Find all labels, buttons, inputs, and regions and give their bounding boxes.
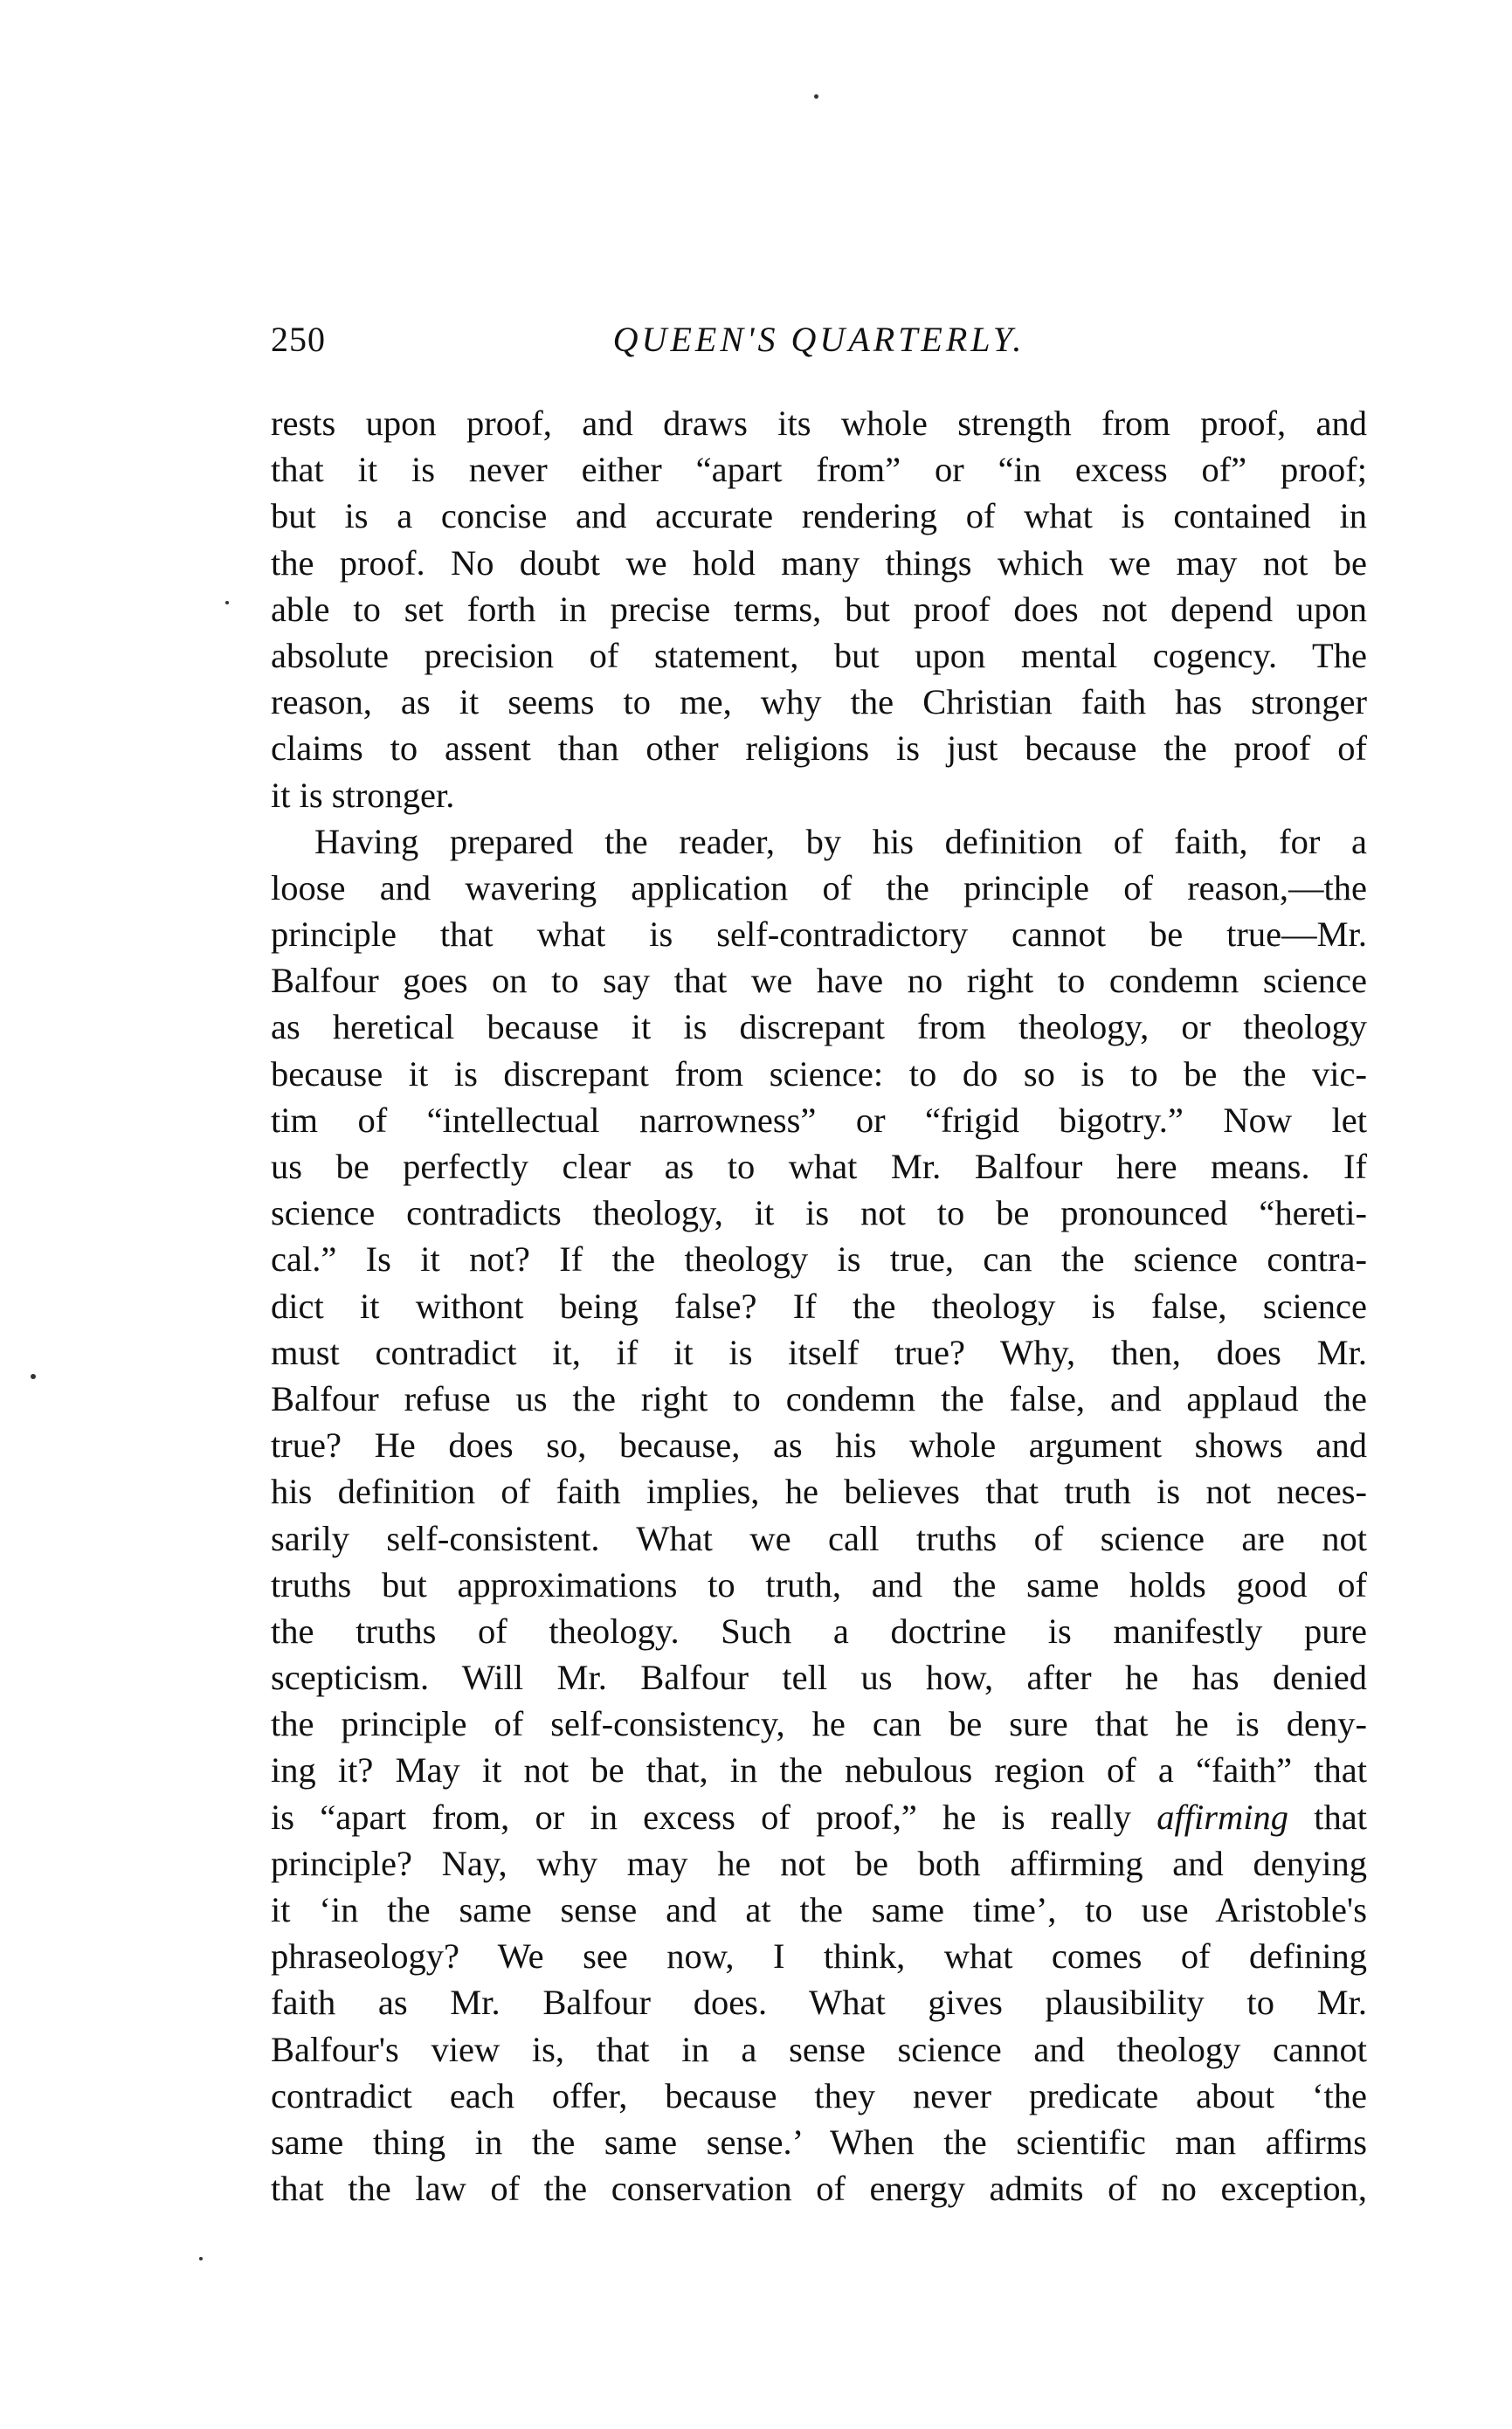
text-line: true? He does so, because, as his whole argument shows and (271, 1425, 1367, 1466)
text-line: must contradict it, if it is itself true? Why, then, does Mr. (271, 1332, 1367, 1372)
text-line: the proof. No doubt we hold many things which we may not be (271, 542, 1367, 583)
paragraph-end-line: it is stronger. (271, 775, 455, 815)
text-line: scepticism. Will Mr. Balfour tell us how, after he has denied (271, 1658, 1367, 1698)
text-line: cal.” Is it not? If the theology is true, can the science contra- (271, 1239, 1367, 1280)
text-line: Balfour goes on to say that we have no right to condemn science (271, 961, 1367, 1001)
text-line: us be perfectly clear as to what Mr. Balfour here means. If (271, 1147, 1367, 1186)
text-line: that it is never either “apart from” or “in excess of” proof; (271, 450, 1367, 490)
paper-speck (225, 601, 229, 604)
paper-speck (31, 1374, 36, 1379)
text-line: claims to assent than other religions is just because the proof of (271, 728, 1367, 769)
page-number: 250 (271, 320, 326, 359)
text-line: truths but approximations to truth, and the same holds good of (271, 1564, 1367, 1604)
text-line: that the law of the conservation of energy admits of no exception, (271, 2169, 1367, 2209)
text-line: his definition of faith implies, he believes that truth is not neces- (271, 1472, 1367, 1512)
italic-word: affirming (1156, 1797, 1289, 1837)
text-line: contradict each offer, because they never predicate about ‘the (271, 2075, 1367, 2115)
text-line: principle that what is self-contradictory cannot be true—Mr. (271, 914, 1367, 955)
text-line: science contradicts theology, it is not to be pronounced “hereti- (271, 1193, 1367, 1233)
text-line: but is a concise and accurate rendering of what is contained in (271, 496, 1367, 536)
text-line: the truths of theology. Such a doctrine is manifestly pure (271, 1611, 1367, 1651)
text-line: sarily self-consistent. What we call truths of science are not (271, 1518, 1367, 1558)
text-line: because it is discrepant from science: to do so is to be the vic- (271, 1053, 1367, 1094)
page-header (271, 319, 1367, 371)
running-title: QUEEN'S QUARTERLY. (612, 320, 1025, 359)
text-line: as heretical because it is discrepant from theology, or theology (271, 1007, 1367, 1047)
text-segment: is “apart from, or in excess of proof,” he is really (271, 1797, 1132, 1837)
text-line: Balfour refuse us the right to condemn the false, and applaud the (271, 1378, 1367, 1418)
text-line: dict it withont being false? If the theology is false, science (271, 1286, 1367, 1326)
body-text (271, 400, 1367, 2212)
text-line: principle? Nay, why may he not be both affirming and denying (271, 1843, 1367, 1883)
text-line: tim of “intellectual narrowness” or “frigid bigotry.” Now let (271, 1100, 1367, 1140)
text-segment: that (1314, 1797, 1368, 1837)
text-line: same thing in the same sense.’ When the scientific man affirms (271, 2122, 1367, 2162)
paper-speck (814, 94, 818, 99)
text-line: ing it? May it not be that, in the nebulous region of a “faith” that (271, 1750, 1367, 1791)
text-line: able to set forth in precise terms, but proof does not depend upon (271, 589, 1367, 629)
text-line: phraseology? We see now, I think, what comes of defining (271, 1936, 1367, 1977)
text-line: Balfour's view is, that in a sense science and theology cannot (271, 2029, 1367, 2069)
paragraph-start-line: Having prepared the reader, by his definition of faith, for a (314, 821, 1367, 861)
text-line-with-italic (271, 1794, 1367, 1840)
text-line: loose and wavering application of the principle of reason,—the (271, 867, 1367, 907)
text-line: it ‘in the same sense and at the same time’, to use Aristoble's (271, 1890, 1367, 1929)
text-line: reason, as it seems to me, why the Christian faith has stronger (271, 682, 1367, 722)
text-line: faith as Mr. Balfour does. What gives plausibility to Mr. (271, 1983, 1367, 2023)
text-line: absolute precision of statement, but upon mental cogency. The (271, 635, 1367, 675)
paper-speck (199, 2257, 203, 2260)
text-line: rests upon proof, and draws its whole strength from proof, and (271, 404, 1367, 443)
text-line: the principle of self-consistency, he can be sure that he is deny- (271, 1704, 1367, 1744)
